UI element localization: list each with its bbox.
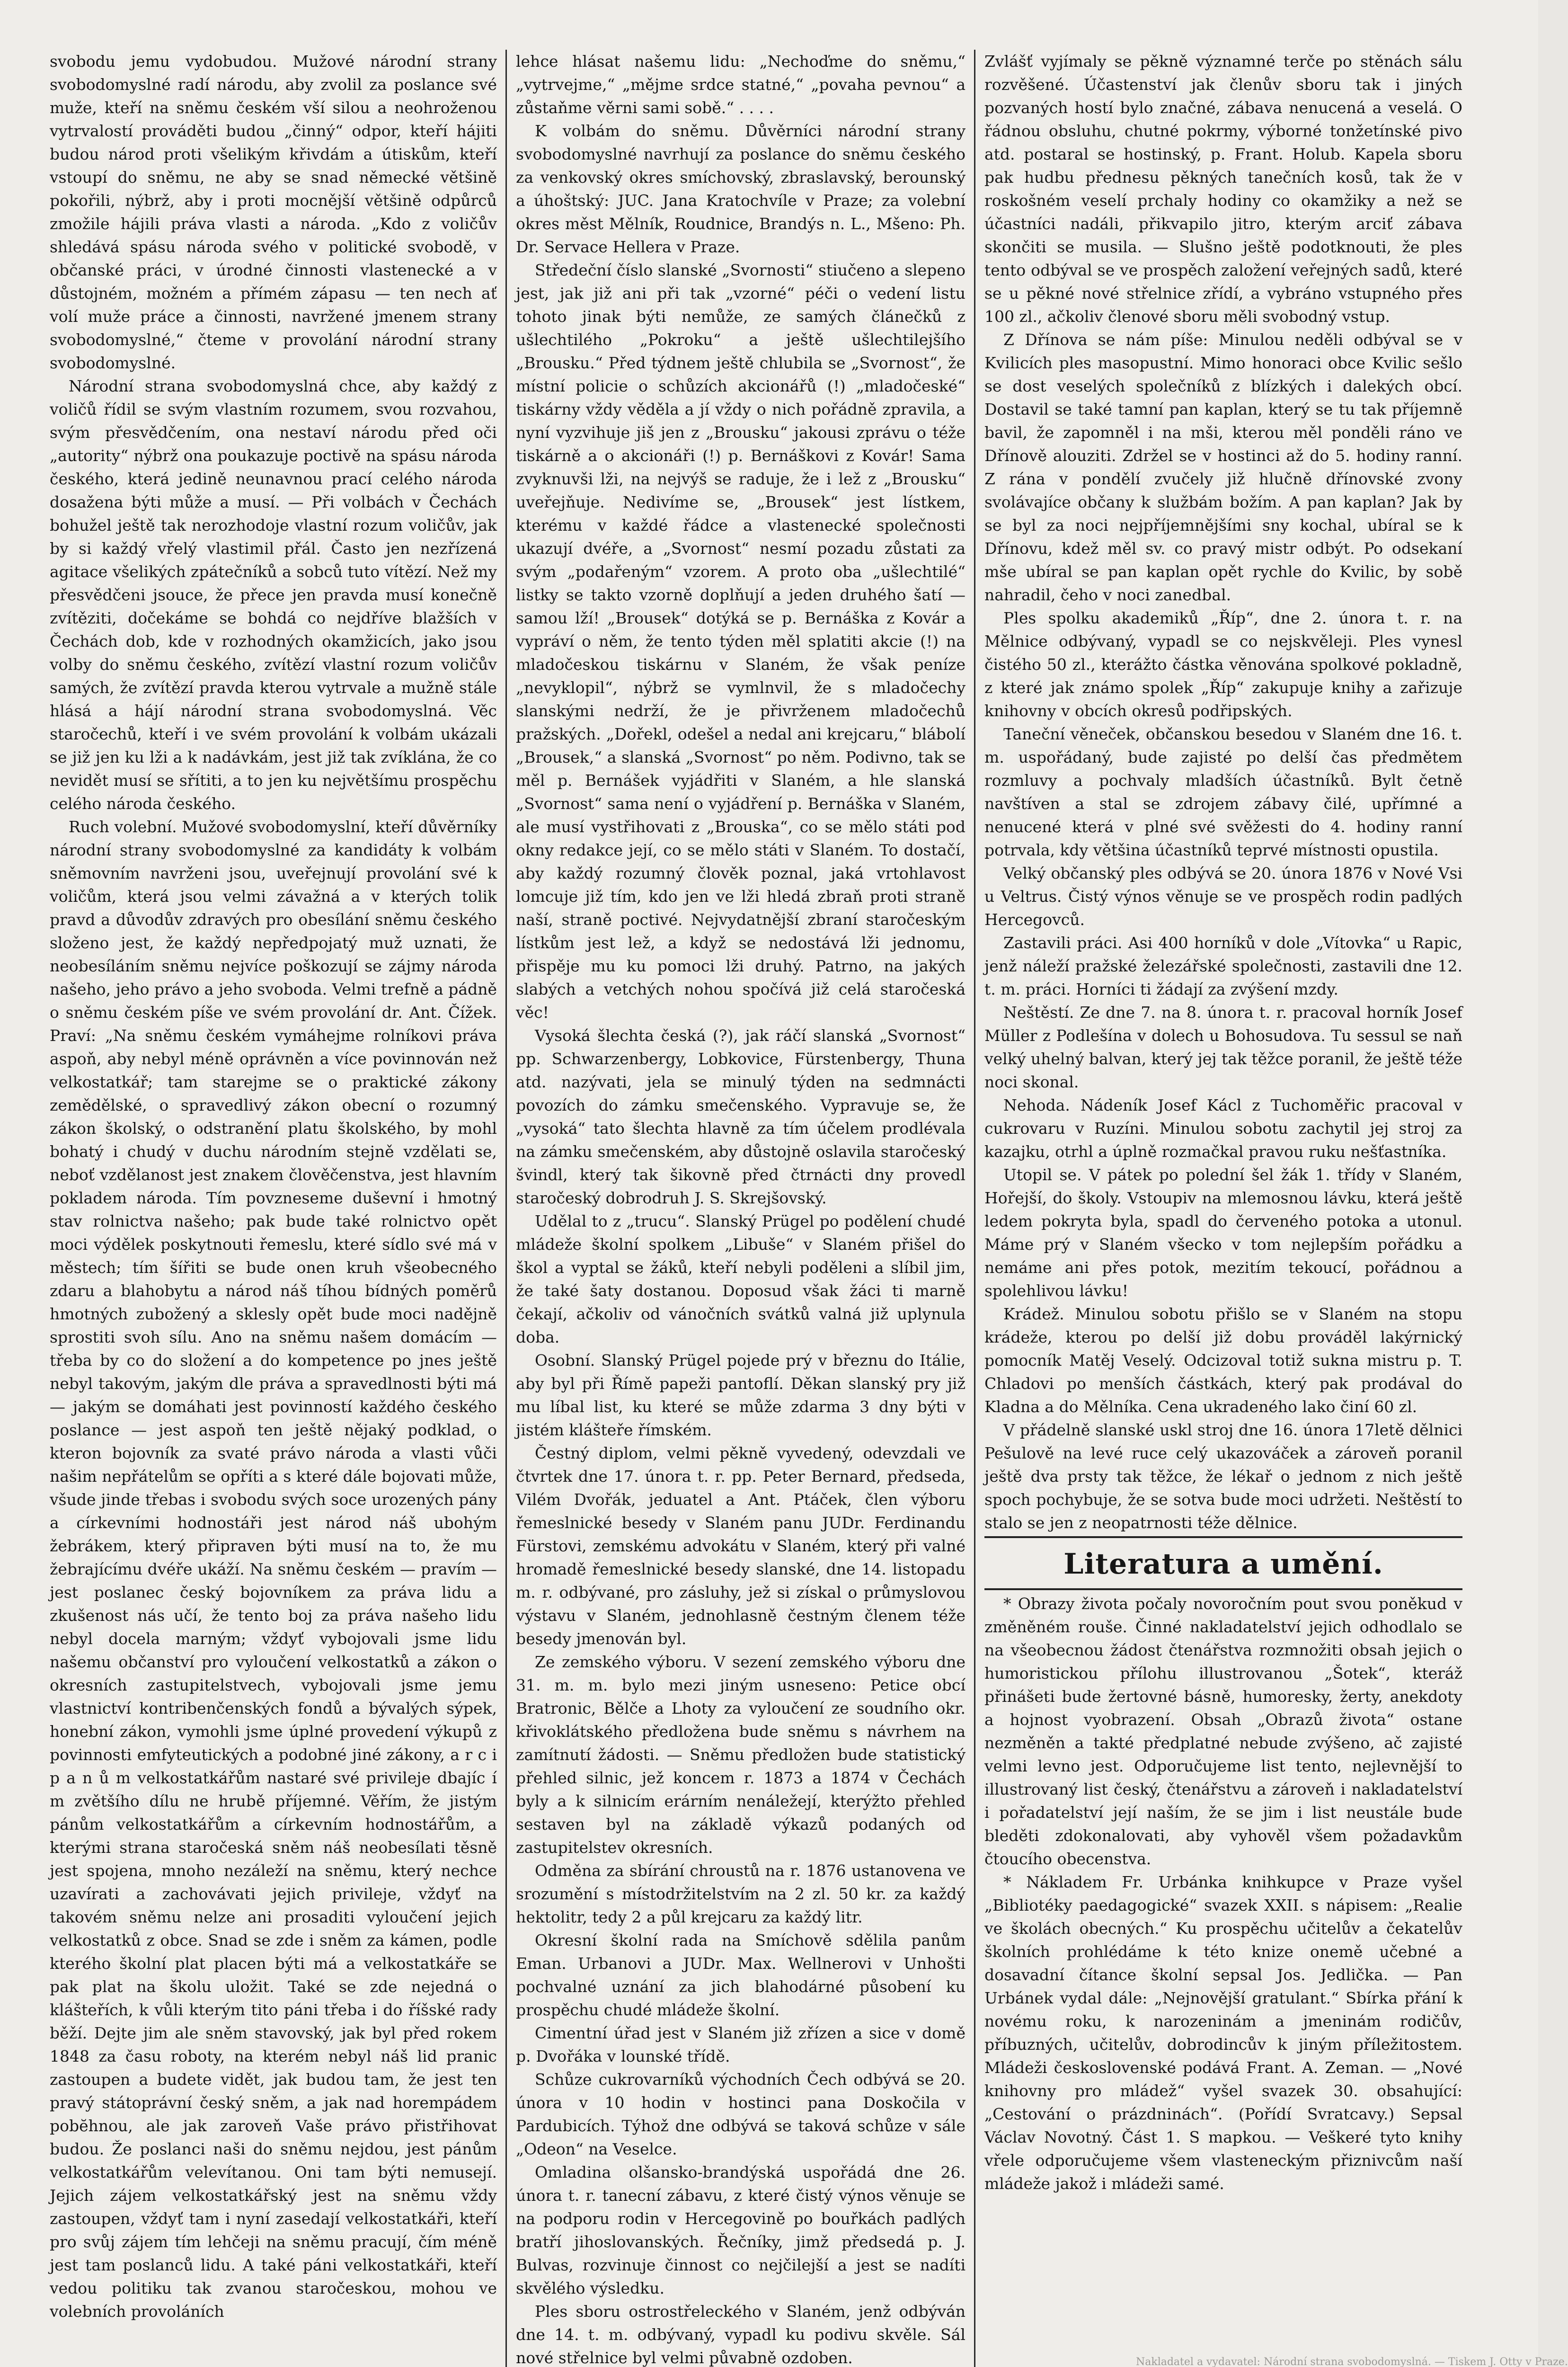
article-paragraph: Čestný diplom, velmi pěkně vyvedený, odevzdali ve čtvrtek dne 17. února t. r. pp. Peter Bernard, předseda, Vilém Dvořák, jeduatel a Ant. Ptáček, člen výboru řemeslnické besedy v Slaném panu JUDr. Ferdinandu Fürstovi, zemskému advokátu v Slaném, který při valné hromadě řemeslnické besedy slanské, dne 14. listopadu m. r. odbývané, pro zásluhy, jež si získal o průmyslovou výstavu v Slaném, jednohlasně čestným členem téže besedy jmenován byl. [516,1444,966,1648]
article-paragraph: Nehoda. Nádeník Josef Kácl z Tuchoměřic pracoval v cukrovaru v Ruzíni. Minulou sobotu zachytil jej stroj za kazajku, otrhl a úplně rozmačkal pravou ruku nešťastníka. [984,1096,1462,1161]
page-footer: Nakladatel a vydavatel: Národní strana svobodomyslná. — Tiskem J. Otty v Praze. [1136,2356,1568,2367]
article-paragraph: svobodu jemu vydobudou. Mužové národní strany svobodomyslné radí národu, aby zvolil za poslance své muže, kteří na sněmu českém vší silou a neohroženou vytrvalostí prováděti budou „činný“ odpor, kteří hájiti budou národ proti všelikým křivdám a útiskům, kteří vstoupí do sněmu, ne aby se snad německé většině pokořili, nýbrž, aby i proti mocnější většině odpůrců zmožile hájili práva vlasti a národa. „Kdo z voličův shledává spásu národa svého v politické svobodě, v občanské práci, v úrodné činnosti vlastenecké a v důstojném, možném a přímém zápasu — ten nech ať volí muže práce a činnosti, navržené jmenem strany svobodomyslné,“ čteme v provolání národní strany svobodomyslné. [50,52,497,372]
literature-paragraph: * Nákladem Fr. Urbánka knihkupce v Praze vyšel „Bibliotéky paedagogické“ svazek XXII. s nápisem: „Realie ve školách obecných.“ Ku prospěchu učitelův a čekatelův školních prohlédáme k této knize onemě učebné a dosavadní čítance školní sepsal Jos. Jedlička. — Pan Urbánek vydal dále: „Nejnovější gratulant.“ Sbírka přání k novému roku, k narozeninám a jmeninám rodičův, příbuzných, učitelův, dobrodincův k jiným příležitostem. Mládeži československé podává Frant. A. Zeman. — „Nové knihovny pro mládež“ vyšel svazek 30. obsahující: „Cestování o prázdninách“. (Pořídí Svratcavy.) Sepsal Václav Novotný. Část 1. S mapkou. — Veškeré tyto knihy vřele odporučujeme všem vlasteneckým přiznivcům naší mládeže jakož i mládeži samé. [984,1873,1462,2193]
literature-paragraph: * Obrazy života počaly novoročním pout svou poněkud v změněném rouše. Činné nakladatelství jejich odhodlalo se na všeobecnou žádost čtenářstva rozmnožiti obsah jejich o humoristickou přílohu illustrovanou „Šotek“, kteráž přinášeti bude žertovné básně, humoresky, žerty, anekdoty a hojnost vyobrazení. Obsah „Obrazů života“ ostane nezměněn a takté předplatné nebude zvýšeno, ač zajisté velmi levno jest. Odporučujeme list tento, nejlevnější to illustrovaný list český, čtenářstvu a zároveň i nakladatelství i pořadatelství její naším, že se jim i list neustále bude bleděti zdokonalovati, aby vyhověl všem požadavkům čtoucího obecenstva. [984,1594,1462,1868]
article-paragraph: lehce hlásat našemu lidu: „Nechoďme do sněmu,“ „vytrvejme,“ „mějme srdce statné,“ „povaha pevnou“ a zůstaňme věrni sami sobě.“ . . . . [516,52,966,117]
article-paragraph: Udělal to z „trucu“. Slanský Prügel po podělení chudé mládeže školní spolkem „Libuše“ v Slaném přišel do škol a vyptal se žáků, kteří nebyli poděleni a slíbil jim, že také šaty dostanou. Doposud však žáci ti marně čekají, ačkoliv od vánočních svátků valná již uplynula doba. [516,1212,966,1346]
column-2 [516,50,966,2367]
column-divider [974,50,975,2367]
section-heading: Literatura a umění. [1063,1548,1383,1581]
article-paragraph: Ruch volební. Mužové svobodomyslní, kteří důvěrníky národní strany svobodomyslné za kandidáty k volbám sněmovním navrženi jsou, uveřejnují provolání své k voličům, která jsou velmi závažná a v kterých tolik pravd a důvodův zdravých pro obesílání sněmu českého složeno jest, že každý nepředpojatý muž uznati, že neobesíláním sněmu nejvíce poškozují se zájmy národa našeho, jeho právo a jeho svoboda. Velmi trefně a pádně o sněmu českém píše ve svém provolání dr. Ant. Čížek. Praví: „Na sněmu českém vymáhejme rolníkovi práva aspoň, aby nebyl méně oprávněn a více povinnován než velkostatkář; tam starejme se o praktické zákony zemědělské, o spravedlivý zákon obecní o rozumný zákon školský, o odstranění platu školského, by mohl bohatý i chudý v duchu národním stejně vzdělati se, neboť vzdělanost jest znakem člověčenstva, jest hlavním pokladem národa. Tím povzneseme duševní i hmotný stav rolnictva našeho; pak bude také rolnictvo opět moci výdělek poskytnouti řemeslu, které sídlo své má v městech; tím šířiti se bude onen kruh všeobecného zdaru a blahobytu a národ náš tíhou bídných poměrů hmotných zubožený a sklesly opět bude moci nadějně sprostiti svoh sílu. Ano na sněmu našem domácím — třeba by co do složení a do kompetence po jnes ještě nebyl takovým, jakým dle práva a spravedlnosti býti má — jakým se domáhati jest povinností každého českého poslance — jest aspoň ten ještě nějaký podklad, o kteron bojovník za svaté právo národa a vlasti vůči našim nepřátelům se opříti a s které dále bojovati může, všude jinde třebas i svobodu svých soce urozených pány a církevními hodnostáři jest národ náš ubohým žebrákem, který připraven býti musí na to, že mu žebrajícímu dvéře ukáží. Na sněmu českém — pravím — jest poslanec český bojovníkem za práva lidu a zkušenost nás učí, že tento boj za práva našeho lidu nebyl docela marným; vždyť vybojovali jsme lidu našemu občanství pro vyloučení velkostatků a zákon o okresních zastupitelstvech, vybojovali jsme jemu vlastnictví kontribenčenských fondů a bývalých sýpek, honební zákon, vymohli jsme úplné provedení výkupů z povinnosti emfyteutických a podobné jiné zákony, a r c i p a n ů m velkostatkářům nastaré své privileje dbajíc í m zvětšího dílu ne hrubě příjemné. Věřím, že jistým pánům velkostatkářům a církevním hodnostářům, a kterými strana staročeská sněm náš neobesílati těsně jest spojena, mnoho nezáleží na sněmu, který nechce uzavírati a zachovávati jejich privileje, vždyť na takovém sněmu nelze ani prosaditi vyloučení jejich velkostatků z obce. Snad se zde i sněm za kámen, podle kterého školní plat placen býti má a velkostatkáře se pak plat na školu uložit. Také se zde nejedná o klášteřích, k vůli kterým tito páni třeba i do říšské rady běží. Dejte jim ale sněm stavovský, jak byl před rokem 1848 za času roboty, na kterém nebyl náš lid pranic zastoupen a budete vidět, jak budou tam, že jest ten pravý státoprávní český sněm, a jak nad horempádem pobĕhnou, ale jak zaroveň Vaše právo přistřihovat budou. Že poslanci naši do sněmu nejdou, jest pánům velkostatkářům velevítanou. Oni tam býti nemusejí. Jejich zájem velkostatkářský jest na sněmu vždy zastoupen, vždyť tam i nyní zasedají velkostatkáři, kteří pro svůj zájem tím lehčeji na sněmu pracují, čím méně jest tam poslanců lidu. A také páni velkostatkáři, kteří vedou politiku tak zvanou staročeskou, mohou ve volebních provoláních [50,818,497,2321]
article-paragraph: V přádelně slanské uskl stroj dne 16. února 17letě dělnici Pešulově na levé ruce celý ukazováček a zároveň poranil ještě dva prsty tak těžce, že lékař o jednom z nich ještě spoch pochybuje, že se sotva bude moci udržeti. Neštěstí to stalo se jen z neopatrnosti téže dělnice. [984,1421,1462,1532]
article-paragraph: Okresní školní rada na Smíchově sdělila panům Eman. Urbanovi a JUDr. Max. Wellnerovi v Unhošti pochvalné uznání za jich blahodárné působení ku prospěchu chudé mládeže školní. [516,1931,966,2019]
column-3 [984,50,1462,2367]
article-paragraph: Vysoká šlechta česká (?), jak ráčí slanská „Svornost“ pp. Schwarzenbergy, Lobkovice, Fürstenbergy, Thuna atd. nazývati, jela se minulý týden na sedmnácti povozích do zámku smečenského. Vypravuje se, že „vysoká“ tato šlechta hlavně za tím účelem prodlévala na zámku smečenském, aby důstojně oslavila staročeský švindl, který tak šikovně před čtrnácti dny provedl staročeský dobrodruh J. S. Skrejšovský. [516,1026,966,1207]
article-paragraph: Cimentní úřad jest v Slaném již zřízen a sice v domě p. Dvořáka v lounské třídě. [516,2024,966,2065]
article-paragraph: Ze zemského výboru. V sezení zemského výboru dne 31. m. m. bylo mezi jiným usneseno: Petice obcí Bratronic, Bělče a Lhoty za vyloučení ze soudního okr. křivoklátského předložena bude sněmu s návrhem na zamítnutí žádosti. — Sněmu předložen bude statistický přehled silnic, jež koncem r. 1873 a 1874 v Čechách byly a k silnicím erárním nenáležejí, kterýžto přehled sestaven byl na základě výkazů podaných od zastupitelstev okresních. [516,1653,966,1857]
article-paragraph: Zvlášť vyjímaly se pěkně významné terče po stěnách sálu rozvěšené. Účastenství jak členův sboru tak i jiných pozvaných hostí bylo značné, zábava nenucená a veselá. O řádnou obsluhu, chutné pokrmy, výborné tonžetínské pivo atd. postaral se hostinský, p. Frant. Holub. Kapela sboru pak hudbu přednesu pěkných tanečních kosů, tak že v roskošném veselí prchaly hodiny co okamžiky a než se účastníci nadáli, přikvapilo jitro, kterým arciť zábava skončiti se musila. — Slušno ještě podotknouti, že ples tento odbýval se ve prospěch založení veřejných sadů, které se u pěkné nové střelnice zřídí, a vybráno vstupného přes 100 zl., ačkoliv členové sboru měli svobodný vstup. [984,52,1462,326]
column-1 [50,50,497,2367]
article-paragraph: Zastavili práci. Asi 400 horníků v dole „Vítovka“ u Rapic, jenž náleží pražské železářské společnosti, zastavili dne 12. t. m. práci. Horníci ti žádají za zvýšení mzdy. [984,934,1462,998]
article-paragraph: K volbám do sněmu. Důvěrníci národní strany svobodomyslné navrhují za poslance do sněmu českého za venkovský okres smíchovský, zbraslavský, berounský a úhoštský: JUC. Jana Kratochvíle v Praze; za volební okres měst Mělník, Roudnice, Brandýs n. L., Mšeno: Ph. Dr. Servace Hellera v Praze. [516,122,966,256]
article-paragraph: Z Dřínova se nám píše: Minulou neděli odbýval se v Kvilicích ples masopustní. Mimo honoraci obce Kvilic sešlo se dost veselých společníků z blízkých i dalekých obcí. Dostavil se také tamní pan kaplan, který se tu tak příjemně bavil, že zapomněl i na mši, kterou měl ponděli ráno ve Dřínově alouziti. Zdržel se v hostinci až do 5. hodiny ranní. Z rána v pondělí zvučely již hlučně dřínovské zvony svolávajíce občany k službám božím. A pan kaplan? Jak by se byl za noci nejpříjemnějšími sny kochal, ubíral se k Dřínovu, kdež měl sv. co pravý mistr odbýt. Po odsekaní mše ubíral se pan kaplan opět rychle do Kvilic, by sobě nahradil, čeho v noci zanedbal. [984,330,1462,604]
section-rule [984,1536,1462,1538]
article-paragraph: Schůze cukrovarníků východních Čech odbývá se 20. února v 10 hodin v hostinci pana Doskočila v Pardubicích. Týhož dne odbývá se taková schůze v sále „Odeon“ na Veselce. [516,2070,966,2158]
section-rule [984,1588,1462,1590]
article-paragraph: Národní strana svobodomyslná chce, aby každý z voličů řídil se svým vlastním rozumem, svou rozvahou, svým přesvědčením, ona nestaví národu před oči „autority“ nýbrž ona poukazuje poctivě na spásu národa českého, která jedině neunavnou prací celého národa dosažena býti může a musí. — Při volbách v Čechách bohužel ještě tak nerozhodoje vlastní rozum voličův, jak by si každý vřelý vlastimil přál. Často jen nezřízená agitace všelikých zpátečníků a sobců tuto vítězí. Než my přesvědčeni jsouce, že přece jen pravda musí konečně zvítěziti, dočekáme se bohdá co nejdříve blažších v Čechách dob, kde v rozhodných okamžicích, jako jsou volby do sněmu českého, zvítězí vlastní rozum voličův samých, že zvítězí pravda kterou vytrvale a mužně stále hlásá a hájí národní strana svobodomyslná. Věc staročechů, kteří i ve svém provolání k volbám ukázali se již jen ku lži a k nadávkám, jest již tak zvíklána, že co nevidět musí se sřítiti, a to jen ku největšímu prospěchu celého národa českého. [50,377,497,813]
article-paragraph: Osobní. Slanský Prügel pojede prý v březnu do Itálie, aby byl při Římě papeži pantoflí. Děkan slanský pry již mu líbal list, ku které se může zdarma 3 dny býti v jistém klášteře římském. [516,1351,966,1439]
article-paragraph: Ples sboru ostrostřeleckého v Slaném, jenž odbýván dne 14. t. m. odbývaný, vypadl ku podivu skvěle. Sál nové střelnice byl velmi půvabně ozdoben. [516,2302,966,2367]
column-divider [505,50,507,2367]
article-paragraph: Neštěstí. Ze dne 7. na 8. února t. r. pracoval horník Josef Müller z Podlešína v dolech u Bohosudova. Tu sessul se naň velký uhelný balvan, který jej tak těžce poranil, že ještě téže noci skonal. [984,1003,1462,1091]
article-paragraph: Středeční číslo slanské „Svornosti“ stiučeno a slepeno jest, jak již ani při tak „vzorné“ péči o vedení listu tohoto jinak býti nemůže, ze samých článečků z ušlechtilého „Pokroku“ a ještě ušlechtilejšího „Brousku.“ Před týdnem ještě chlubila se „Svornost“, že místní policie o schůzích akcionářů (!) „mladočeské“ tiskárny vždy věděla a jí vždy o nich pořádně zpravila, a nyní vyzvihuje jiš jen z „Brousku“ jakousi zprávu o téže tiskárně a o akcionáři (!) p. Bernáškovi z Kovár! Sama zvyknuvši lži, na nejvýš se raduje, že i lež z „Brousku“ uveřejňuje. Nedivíme se, „Brousek“ jest lístkem, kterému v každé řádce a vlastenecké společnosti ukazují dvéře, a „Svornost“ nesmí pozadu zůstati za svým „podařeným“ vzorem. A proto oba „ušlechtilé“ listky se takto vzorně doplňují a jeden druhého šatí — samou lží! „Brousek“ dotýká se p. Bernáška z Kovár a vypráví o něm, že tento týden měl splatiti akcie (!) na mladočeskou tiskárnu v Slaném, že však peníze „nevyklopil“, nýbrž se vymlnvil, že s mladočechy slanskými nedrží, že je přivrženem mladočechů pražských. „Dořekl, odešel a nedal ani krejcaru,“ blábolí „Brousek,“ a slanská „Svornost“ po něm. Podivno, tak se měl p. Bernášek vyjádřiti v Slaném, a hle slanská „Svornost“ sama není o vyjádření p. Bernáška v Slaném, ale musí vystřihovati z „Brouska“, co se mělo státi pod okny redakce její, co se mělo státi v Slaném. To dostačí, aby každý rozumný člověk poznal, jaká vrtohlavost lomcuje již tím, kdo jen ve lži hledá zbraň proti straně naší, straně poctivé. Nejvydatnější zbraní staročeským lístkům jest lež, a když se nedostává lži jednomu, přispěje mu ku pomoci lži druhý. Patrno, na jakých slabých a vetchých nohou spočívá již celá staročeská věc! [516,261,966,1022]
article-paragraph: Ples spolku akademiků „Říp“, dne 2. února t. r. na Mělnice odbývaný, vypadl se co nejskvěleji. Ples vynesl čistého 50 zl., kterážto částka věnována spolkové pokladně, z které jak známo spolek „Říp“ zakupuje knihy a zařizuje knihovny v obcích okresů podřipských. [984,609,1462,720]
article-paragraph: Odměna za sbírání chroustů na r. 1876 ustanovena ve srozumění s místodržitelstvím na 2 zl. 50 kr. za každý hektolitr, tedy 2 a půl krejcaru za každý litr. [516,1861,966,1926]
article-paragraph: Omladina olšansko-brandýská uspořádá dne 26. února t. r. tanecní zábavu, z které čistý výnos věnuje se na podporu rodin v Hercegovině po bouřkách padlých bratří jihoslovanských. Řečníky, jimž předsedá p. J. Bulvas, rozvinuje činnost co nejčilejší a jest se nadíti skvělého výsledku. [516,2163,966,2297]
article-paragraph: Krádež. Minulou sobotu přišlo se v Slaném na stopu krádeže, kterou po delší již dobu prováděl lakýrnický pomocník Matěj Veselý. Odcizoval totiž sukna mistru p. T. Chladovi po menších částkách, který pak prodával do Kladna a do Mělníka. Cena ukradeného lako činí 60 zl. [984,1305,1462,1416]
article-paragraph: Utopil se. V pátek po polední šel žák 1. třídy v Slaném, Hořejší, do školy. Vstoupiv na mlemosnou lávku, která ještě ledem pokryta byla, spadl do červeného potoka a utonul. Máme prý v Slaném všecko v tom nejlepším pořádku a nemáme ani přes potok, mezitím tekoucí, pořádnou a spolehlivou lávku! [984,1166,1462,1300]
article-paragraph: Velký občanský ples odbývá se 20. února 1876 v Nové Vsi u Veltrus. Čistý výnos věnuje se ve prospěch rodin padlých Hercegovců. [984,864,1462,929]
article-paragraph: Taneční věneček, občanskou besedou v Slaném dne 16. t. m. uspořádaný, bude zajisté po delší čas předmětem rozmluvy a pochvaly mladších účastníků. Bylt četně navštíven a stal se zdrojem zábavy čilé, upřímné a nenucené která v plné své svěžesti do 4. hodiny ranní potrvala, kdy většina účastníků teprvé místnosti opustila. [984,725,1462,859]
